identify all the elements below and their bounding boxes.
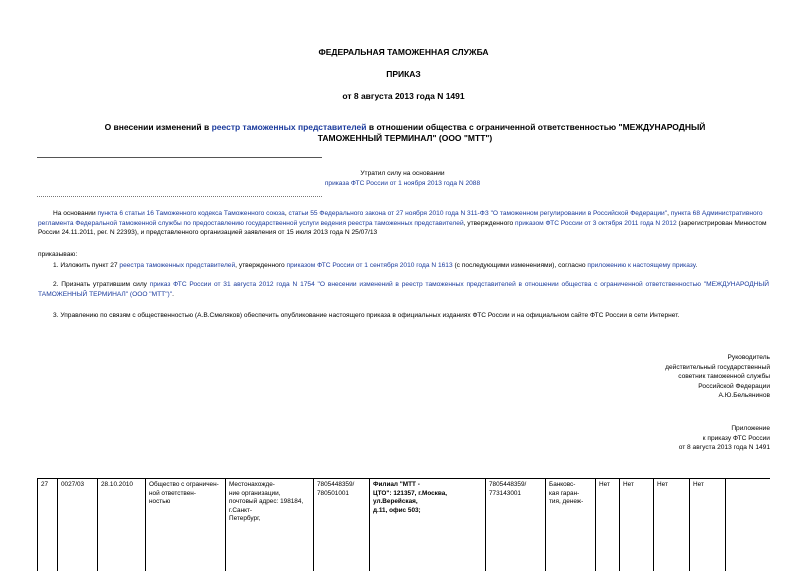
item-1-order-link[interactable]: приказом ФТС России от 1 сентября 2010 года N 1613	[286, 262, 453, 269]
doc-date-number: от 8 августа 2013 года N 1491	[342, 91, 465, 101]
cell-inn-kpp: 7805448359/ 780501001	[314, 479, 370, 571]
doc-type: ПРИКАЗ	[386, 69, 421, 79]
registry-table	[37, 478, 770, 571]
preamble-link-reglament[interactable]: пункта 68 Административного регламента Федеральной таможенной службы по предоставлению государственной услуги ведения реестра таможенных представителей	[38, 210, 763, 227]
registry-table-wrapper	[37, 478, 770, 571]
status-repeal-link[interactable]: приказа ФТС России от 1 ноября 2013 года N 2088	[324, 180, 481, 187]
appendix-line: Приложение	[731, 425, 770, 432]
item-1-registry-link[interactable]: реестра таможенных представителей	[119, 262, 236, 269]
item-3: 3. Управлению по связям с общественностью (А.В.Смеляков) обеспечить опубликование настоящего приказа в официальных изданиях ФТС России и на официальном сайте ФТС России в сети Интернет.	[53, 312, 680, 319]
cell-address: Местонахожде- ние организации, почтовый адрес: 198184, г.Санкт- Петербург,	[226, 479, 314, 571]
signature-line: советник таможенной службы	[678, 373, 770, 380]
title-registry-link[interactable]: реестр таможенных представителей	[211, 122, 367, 132]
cell-flag: Нет	[654, 479, 690, 571]
cell-date: 28.10.2010	[98, 479, 146, 571]
item-2-repealed-order-link[interactable]: приказ ФТС России от 31 августа 2012 года N 1754 "О внесении изменений в реестр таможенных представителей в отношении общества с ограниченной ответственностью "МЕЖДУНАРОДНЫЙ ТАМОЖЕННЫЙ ТЕРМИНАЛ" (ООО "МТТ")"	[38, 281, 770, 298]
item-1	[38, 261, 769, 271]
item-2-text: .	[172, 290, 174, 298]
appendix-line: от 8 августа 2013 года N 1491	[678, 444, 770, 451]
item-1-text: .	[695, 262, 698, 269]
table-row	[38, 479, 771, 571]
cell-org-form: Общество с ограничен- ной ответствен- ностью	[146, 479, 226, 571]
preamble-link-order-2012[interactable]: приказом ФТС России от 3 октября 2011 года N 2012	[515, 219, 677, 227]
cell-branch-inn-kpp: 7805448359/ 773143001	[486, 479, 546, 571]
branch-text: Филиал "МТТ - ЦТО": 121357, г.Москва, ул.Верейская, д.11, офис 503;	[373, 481, 448, 514]
preamble	[38, 209, 769, 238]
divider	[37, 157, 322, 158]
signature-block	[665, 353, 770, 401]
preamble-sep: ,	[284, 210, 289, 217]
appendix-block	[679, 424, 770, 453]
cell-branch	[370, 479, 486, 571]
item-2-text: 2. Признать утратившим силу	[53, 281, 150, 288]
status-block	[300, 169, 505, 189]
preamble-mid: , утвержденного	[463, 219, 516, 227]
title-post: в отношении общества с ограниченной ответственностью "МЕЖДУНАРОДНЫЙ ТАМОЖЕННЫЙ ТЕРМИНАЛ" (ООО "МТТ")	[317, 122, 706, 143]
cell-reg-number: 0027/03	[58, 479, 98, 571]
cell-flag: Нет	[690, 479, 726, 571]
preamble-tail: (зарегистрирован Минюстом России 24.11.2011, рег. N 22393), и представленного организацией заявления от 15 июля 2013 года N 25/07/13	[38, 219, 767, 236]
doc-title	[80, 122, 730, 144]
cell-flag: Нет	[620, 479, 654, 571]
status-text: Утратил силу на основании	[360, 170, 445, 177]
item-1-text: 1. Изложить пункт 27	[53, 262, 120, 269]
preamble-link-fz[interactable]: статьи 55 Федерального закона от 27 ноября 2010 года N 311-ФЗ "О таможенном регулировании в Российской Федерации"	[288, 210, 668, 217]
cell-number: 27	[38, 479, 58, 571]
order-word: приказываю:	[38, 251, 78, 258]
item-2	[38, 280, 769, 299]
divider	[37, 196, 322, 197]
preamble-prefix: На основании	[53, 210, 98, 217]
signature-line: Руководитель	[727, 354, 770, 361]
preamble-sep: ,	[667, 210, 671, 217]
signature-line: действительный государственный	[665, 363, 770, 371]
agency-name: ФЕДЕРАЛЬНАЯ ТАМОЖЕННАЯ СЛУЖБА	[318, 47, 489, 57]
cell-flag: Нет	[596, 479, 620, 571]
item-1-text: (с последующими изменениями), согласно	[452, 262, 588, 269]
item-1-text: , утвержденного	[235, 262, 287, 269]
cell-empty	[726, 479, 771, 571]
item-1-appendix-link[interactable]: приложению к настоящему приказу	[587, 262, 696, 269]
signature-name: А.Ю.Бельянинов	[718, 392, 770, 399]
cell-security: Банковс- кая гаран- тия, денеж-	[546, 479, 596, 571]
signature-line: Российской Федерации	[698, 382, 770, 390]
preamble-link-tk[interactable]: пункта 6 статьи 16 Таможенного кодекса Таможенного союза	[97, 210, 285, 217]
appendix-line: к приказу ФТС России	[702, 434, 770, 442]
title-pre: О внесении изменений в	[104, 122, 212, 132]
